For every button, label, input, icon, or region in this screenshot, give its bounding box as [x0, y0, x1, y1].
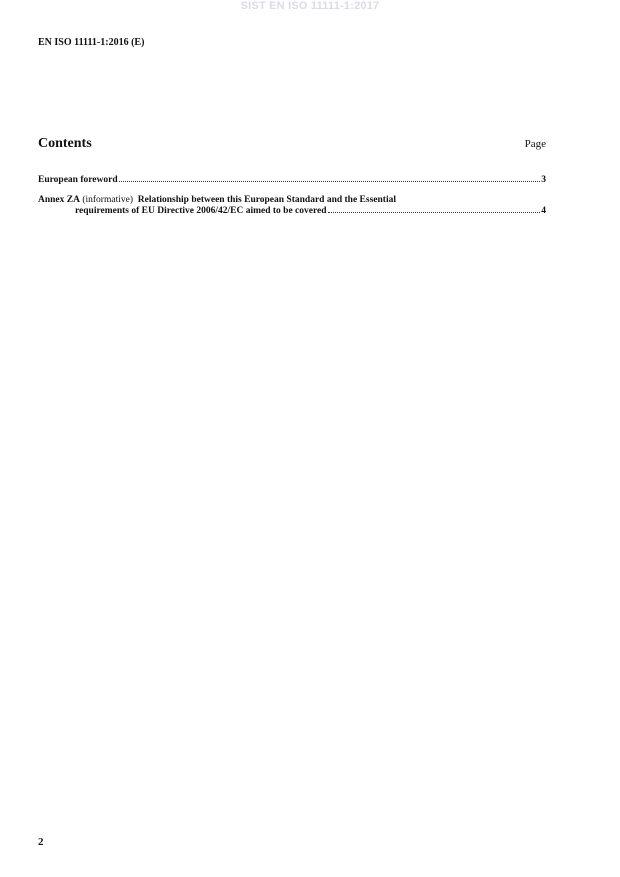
page-column-label: Page: [524, 138, 546, 150]
page-number: 2: [38, 836, 44, 848]
toc-entry-page: 4: [541, 206, 546, 216]
dot-leader: [328, 211, 541, 213]
toc-entry-title-line2[interactable]: requirements of EU Directive 2006/42/EC aimed to be covered: [75, 206, 327, 216]
toc-entry-annex-za[interactable]: [38, 195, 546, 217]
toc-entry-european-foreword[interactable]: [38, 175, 546, 186]
toc-entry-page: 3: [541, 175, 546, 185]
toc-entry-title-line1[interactable]: Relationship between this European Standard and the Essential: [137, 195, 396, 205]
watermark: SIST EN ISO 11111-1:2017: [240, 0, 380, 12]
toc-entry-prefix[interactable]: Annex ZA: [38, 195, 80, 205]
table-of-contents: [38, 175, 546, 217]
toc-entry-qualifier: (informative): [82, 195, 133, 205]
document-identifier: EN ISO 11111-1:2016 (E): [38, 37, 145, 48]
contents-heading: Contents: [38, 136, 92, 151]
dot-leader: [119, 180, 541, 182]
toc-entry-title[interactable]: European foreword: [38, 175, 118, 185]
